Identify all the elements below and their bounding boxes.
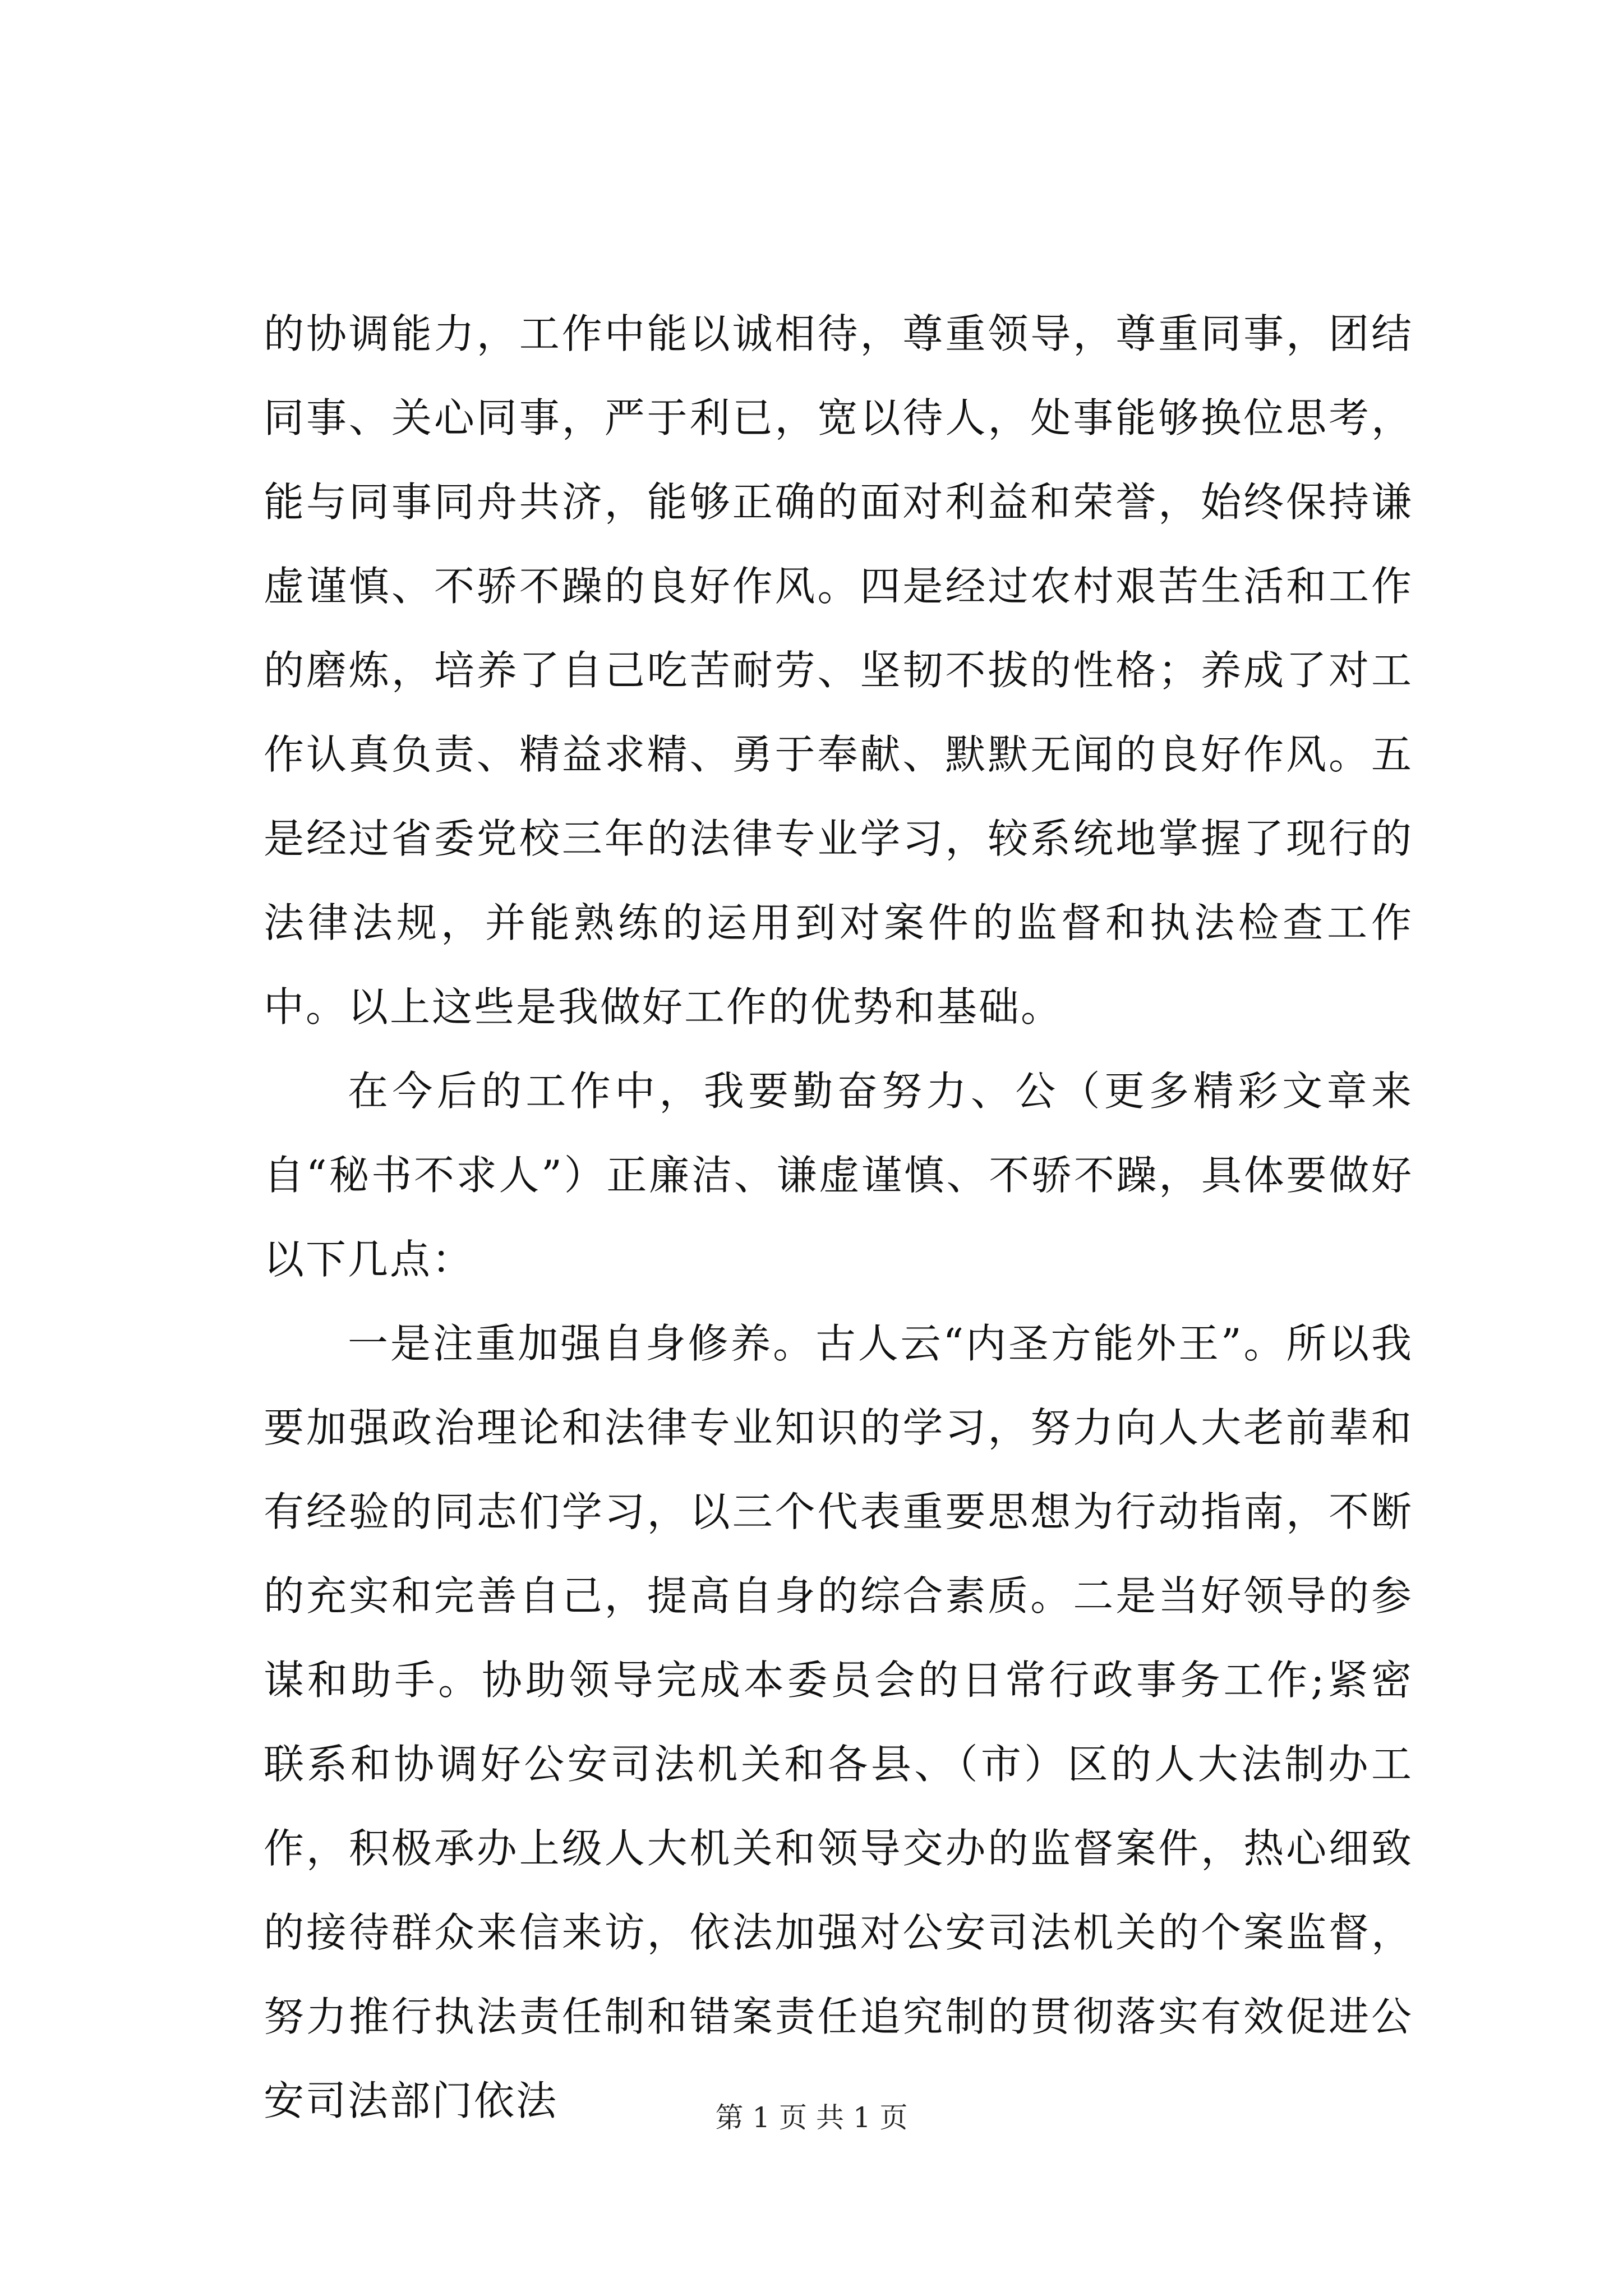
body-paragraph-3: 一是注重加强自身修养。古人云“内圣方能外王”。所以我要加强政治理论和法律专业知识的学习，努力向人大老前辈和有经验的同志们学习，以三个代表重要思想为行动指南，不断的充实和完善自己，提高自身的综合素质。二是当好领导的参谋和助手。协助领导完成本委员会的日常行政事务工作;紧密联系和协调好公安司法机关和各县、（市）区的人大法制办工作，积极承办上级人大机关和领导交办的监督案件，热心细致的接待群众来信来访，依法加强对公安司法机关的个案监督，努力推行执法责任制和错案责任追究制的贯彻落实有效促进公安司法部门依法	[264, 1320, 1413, 2124]
page-footer: 第 1 页 共 1 页	[715, 2101, 908, 2134]
body-paragraph-1: 的协调能力，工作中能以诚相待，尊重领导，尊重同事，团结同事、关心同事，严于利已，宽以待人，处事能够换位思考，能与同事同舟共济，能够正确的面对利益和荣誉，始终保持谦虚谨慎、不骄不躁的良好作风。四是经过农村艰苦生活和工作的磨炼，培养了自己吃苦耐劳、坚韧不拔的性格；养成了对工作认真负责、精益求精、勇于奉献、默默无闻的良好作风。五是经过省委党校三年的法律专业学习，较系统地掌握了现行的法律法规，并能熟练的运用到对案件的监督和执法检查工作中。以上这些是我做好工作的优势和基础。	[264, 310, 1413, 1030]
document-body	[264, 292, 1413, 2143]
body-paragraph-2: 在今后的工作中，我要勤奋努力、公（更多精彩文章来自“秘书不求人”）正廉洁、谦虚谨慎、不骄不躁，具体要做好以下几点：	[264, 1068, 1413, 1283]
